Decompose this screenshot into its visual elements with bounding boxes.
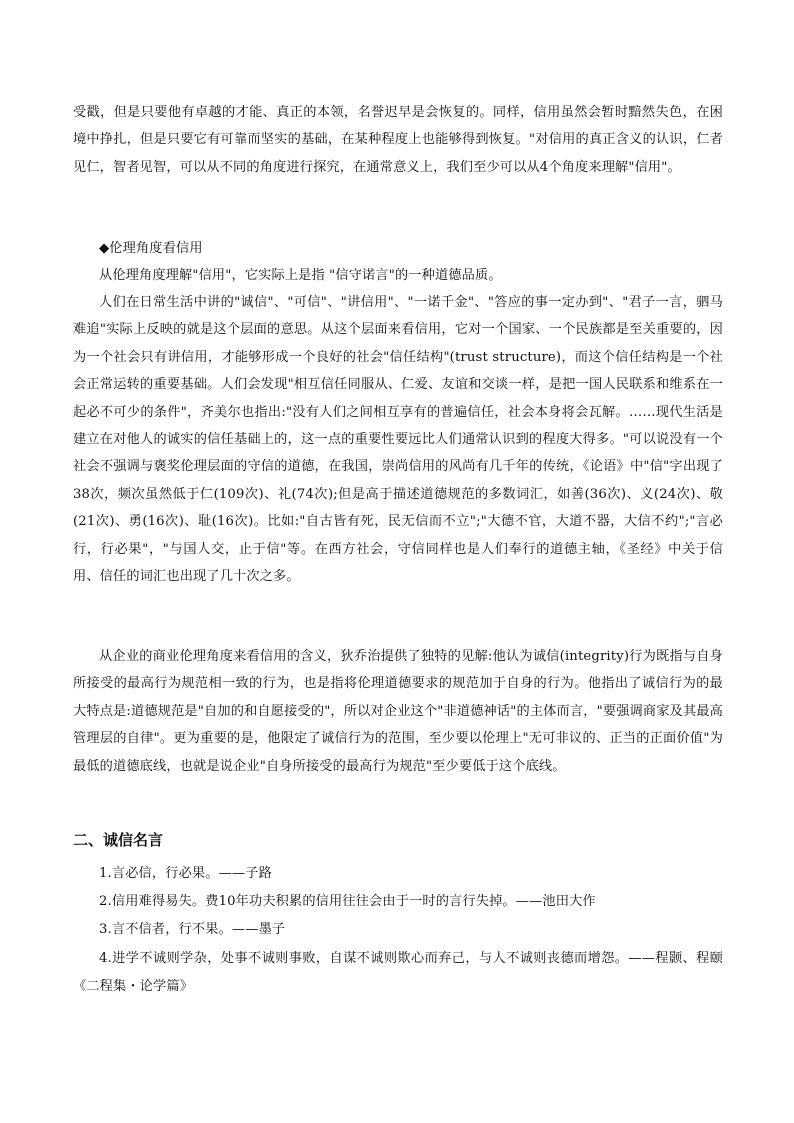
quote-item: 2.信用难得易失。费10年功夫积累的信用往往会由于一时的言行失掉。——池田大作 bbox=[99, 894, 596, 910]
quote-item: 1.言必信，行必果。——子路 bbox=[99, 866, 272, 881]
section-heading-integrity-quotes: 二、诚信名言 bbox=[73, 831, 164, 849]
quote-item: 3.言不信者，行不果。——墨子 bbox=[99, 922, 286, 938]
paragraph-business-ethics: 从企业的商业伦理角度来看信用的含义，狄乔治提供了独特的见解:他认为诚信(integrity)行为既指与自身所接受的最高行为规范相一致的行为，也是指将伦理道德要求的规范加于自身的行为。他指出了诚信行为的最大特点是:道德规范是"自加的和自愿接受的"，所以对企业这个"非道德神话"的主体而言，"要强调商家及其最高管理层的自律"。更为重要的是，他限定了诚信行为的范围，至少要以伦理上"无可非议的、正当的正面价值"为最低的道德底线，也就是说企业"自身所接受的最高行为规范"至少要低于这个底线。 bbox=[73, 649, 723, 774]
subheading-ethics-view: ◆伦理角度看信用 bbox=[99, 241, 203, 256]
paragraph-ethics-daily-life: 人们在日常生活中讲的"诚信"、"可信"、"讲信用"、"一诺千金"、"答应的事一定办到"、"君子一言，驷马难追"实际上反映的就是这个层面的意思。从这个层面来看信用，它对一个国家、一个民族都是至关重要的，因为一个社会只有讲信用，才能够形成一个良好的社会"信任结构"(trust structure)，而这个信任结构是一个社会正常运转的重要基础。人们会发现"相互信任同服从、仁爱、友谊和交谈一样，是把一国人民联系和维系在一起必不可少的条件"，齐美尔也指出:"没有人们之间相互享有的普遍信任，社会本身将会瓦解。……现代生活是建立在对他人的诚实的信任基础上的，这一点的重要性要远比人们通常认识到的程度大得多。"可以说没有一个社会不强调与褒奖伦理层面的守信的道德，在我国，崇尚信用的风尚有几千年的传统，《论语》中"信"字出现了38次，频次虽然低于仁(109次)、礼(74次);但是高于描述道德规范的多数词汇，如善(36次)、义(24次)、敬(21次)、勇(16次)、耻(16次)。比如:"自古皆有死，民无信而不立";"大德不官，大道不器，大信不约";"言必行，行必果"，"与国人交，止于信"等。在西方社会，守信同样也是人们奉行的道德主轴，《圣经》中关于信用、信任的词汇也出现了几十次之多。 bbox=[73, 295, 723, 585]
quote-item: 4.进学不诚则学杂，处事不诚则事败，自谋不诚则欺心而弃己，与人不诚则丧德而增怨。——程颢、程颐《二程集・论学篇》 bbox=[73, 950, 723, 994]
quote-list bbox=[73, 860, 723, 1001]
paragraph-ethics-definition: 从伦理角度理解"信用"，它实际上是指 "信守诺言"的一种道德品质。 bbox=[99, 268, 502, 283]
paragraph-credit-recovery: 受戳，但是只要他有卓越的才能、真正的本领，名誉迟早是会恢复的。同样，信用虽然会暂时黯然失色，在困境中挣扎，但是只要它有可靠而坚实的基础，在某种程度上也能够得到恢复。"对信用的真正含义的认识，仁者见仁，智者见智，可以从不同的角度进行探究，在通常意义上，我们至少可以从4个角度来理解"信用"。 bbox=[73, 105, 723, 175]
